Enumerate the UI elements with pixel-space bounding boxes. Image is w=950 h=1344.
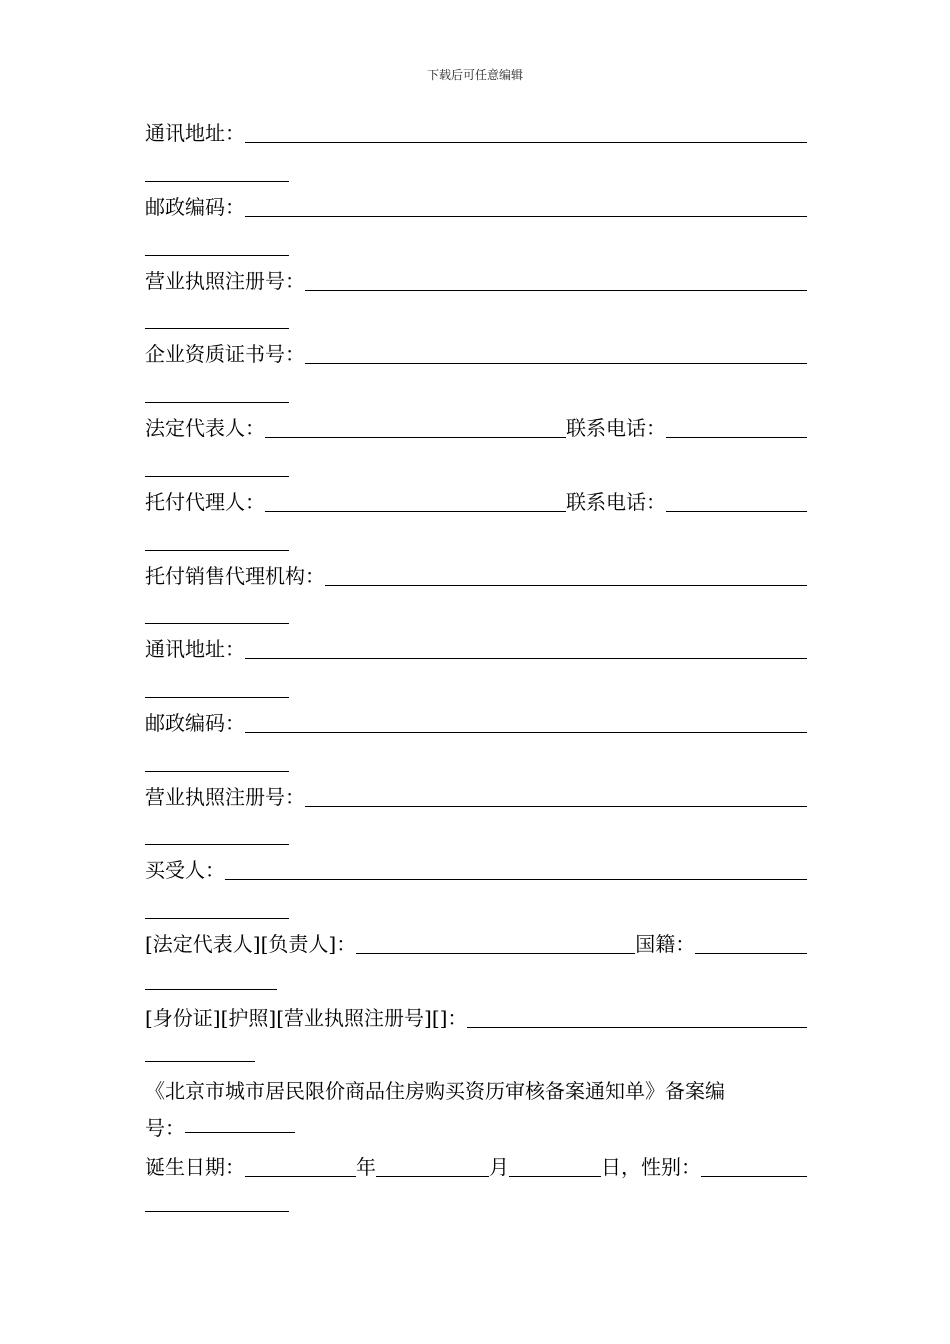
notice-line-2 [145,1110,807,1147]
legal-rep-row [145,413,807,443]
comm-address-2-label: 通讯地址： [145,637,245,661]
postcode-2-label: 邮政编码： [145,711,245,735]
nationality-field-continuation[interactable] [145,988,277,990]
buyer-field[interactable] [225,857,807,880]
comm-address-2-field[interactable] [245,636,807,659]
comm-address-2-field-continuation[interactable] [145,696,289,698]
sales-agency-label: 托付销售代理机构： [145,564,325,588]
notice-number-label: 号： [145,1116,185,1140]
postcode-field-continuation[interactable] [145,254,289,256]
buyer-label: 买受人： [145,858,225,882]
birth-month-field[interactable] [376,1154,489,1177]
contact-phone-2-label: 联系电话： [566,490,666,514]
contact-phone-field-continuation[interactable] [145,475,289,477]
notice-number-field[interactable] [185,1110,295,1133]
day-gender-label: 日，性别： [601,1155,701,1179]
id-type-label: [身份证][护照][营业执照注册号][]： [145,1006,468,1030]
biz-license-field[interactable] [305,268,807,291]
postcode-2-field-continuation[interactable] [145,770,289,772]
page-header: 下载后可任意编辑 [426,68,523,82]
buyer-field-continuation[interactable] [145,917,289,919]
buyer-rep-label: [法定代表人][负责人]： [145,932,357,956]
legal-rep-label: 法定代表人： [145,416,265,440]
qualification-row [145,339,807,369]
biz-license-2-field-continuation[interactable] [145,843,289,845]
notice-line-1: 《北京市城市居民限价商品住房购买资历审核备案通知单》备案编 [145,1079,725,1103]
entrusted-agent-row [145,487,807,517]
qualification-label: 企业资质证书号： [145,342,305,366]
nationality-label: 国籍： [635,932,696,956]
birth-date-label: 诞生日期： [145,1155,245,1179]
entrusted-agent-field[interactable] [265,489,566,512]
contact-phone-2-field-continuation[interactable] [145,549,289,551]
biz-license-row-2 [145,782,807,812]
birth-date-row [145,1152,807,1182]
notice-paragraph [145,1073,807,1147]
id-number-field[interactable] [467,1005,807,1028]
comm-address-field-continuation[interactable] [145,180,289,182]
biz-license-field-continuation[interactable] [145,327,289,329]
biz-license-2-label: 营业执照注册号： [145,785,305,809]
id-type-row [145,1003,807,1033]
contact-phone-label: 联系电话： [566,416,666,440]
postcode-row-1 [145,192,807,222]
nationality-field[interactable] [695,931,807,954]
buyer-row [145,855,807,885]
birth-day-field[interactable] [509,1154,601,1177]
sales-agency-field-continuation[interactable] [145,622,289,624]
comm-address-row-1 [145,118,807,148]
year-label: 年 [356,1155,376,1179]
biz-license-2-field[interactable] [305,784,807,807]
buyer-rep-field[interactable] [356,931,635,954]
qualification-field[interactable] [305,341,807,364]
biz-license-row-1 [145,266,807,296]
id-number-field-continuation[interactable] [145,1060,255,1062]
comm-address-label: 通讯地址： [145,121,245,145]
contact-phone-field[interactable] [666,415,807,438]
biz-license-label: 营业执照注册号： [145,269,305,293]
gender-field-continuation[interactable] [145,1210,289,1212]
contact-phone-2-field[interactable] [666,489,807,512]
postcode-2-field[interactable] [245,710,807,733]
comm-address-field[interactable] [245,120,807,143]
legal-rep-field[interactable] [265,415,566,438]
postcode-field[interactable] [245,194,807,217]
postcode-row-2 [145,708,807,738]
birth-year-field[interactable] [245,1154,356,1177]
gender-field[interactable] [701,1154,807,1177]
entrusted-agent-label: 托付代理人： [145,490,265,514]
comm-address-row-2 [145,634,807,664]
buyer-rep-row [145,929,807,959]
sales-agency-row [145,561,807,591]
sales-agency-field[interactable] [325,563,807,586]
postcode-label: 邮政编码： [145,195,245,219]
qualification-field-continuation[interactable] [145,401,289,403]
month-label: 月 [489,1155,509,1179]
